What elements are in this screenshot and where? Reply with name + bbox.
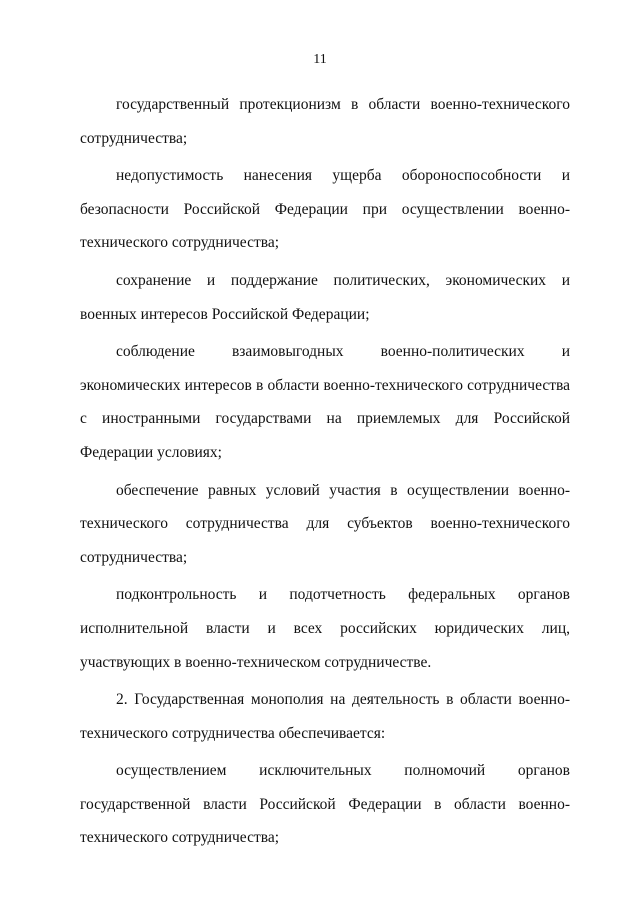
paragraph: соблюдение взаимовыгодных военно-политических и экономических интересов в области военно-технического сотрудничества с иностранными государствами на приемлемых для Российской Федерации условиях; (80, 343, 570, 461)
paragraph: государственный протекционизм в области военно-технического сотрудничества; (80, 96, 570, 147)
paragraph: подконтрольность и подотчетность федеральных органов исполнительной власти и всех российских юридических лиц, участвующих в военно-техническом сотрудничестве. (80, 586, 570, 671)
paragraph: 2. Государственная монополия на деятельность в области военно-технического сотрудничества обеспечивается: (80, 691, 570, 742)
paragraph: осуществлением исключительных полномочий органов государственной власти Российской Федерации в области военно-технического сотрудничества; (80, 762, 570, 847)
paragraph: сохранение и поддержание политических, экономических и военных интересов Российской Федерации; (80, 271, 570, 323)
page-number: 11 (313, 52, 327, 67)
document-body (80, 88, 570, 859)
paragraph: недопустимость нанесения ущерба обороноспособности и безопасности Российской Федерации при осуществлении военно-технического сотрудничества; (80, 167, 570, 252)
paragraph: обеспечение равных условий участия в осуществлении военно-технического сотрудничества для субъектов военно-технического сотрудничества; (80, 481, 570, 566)
